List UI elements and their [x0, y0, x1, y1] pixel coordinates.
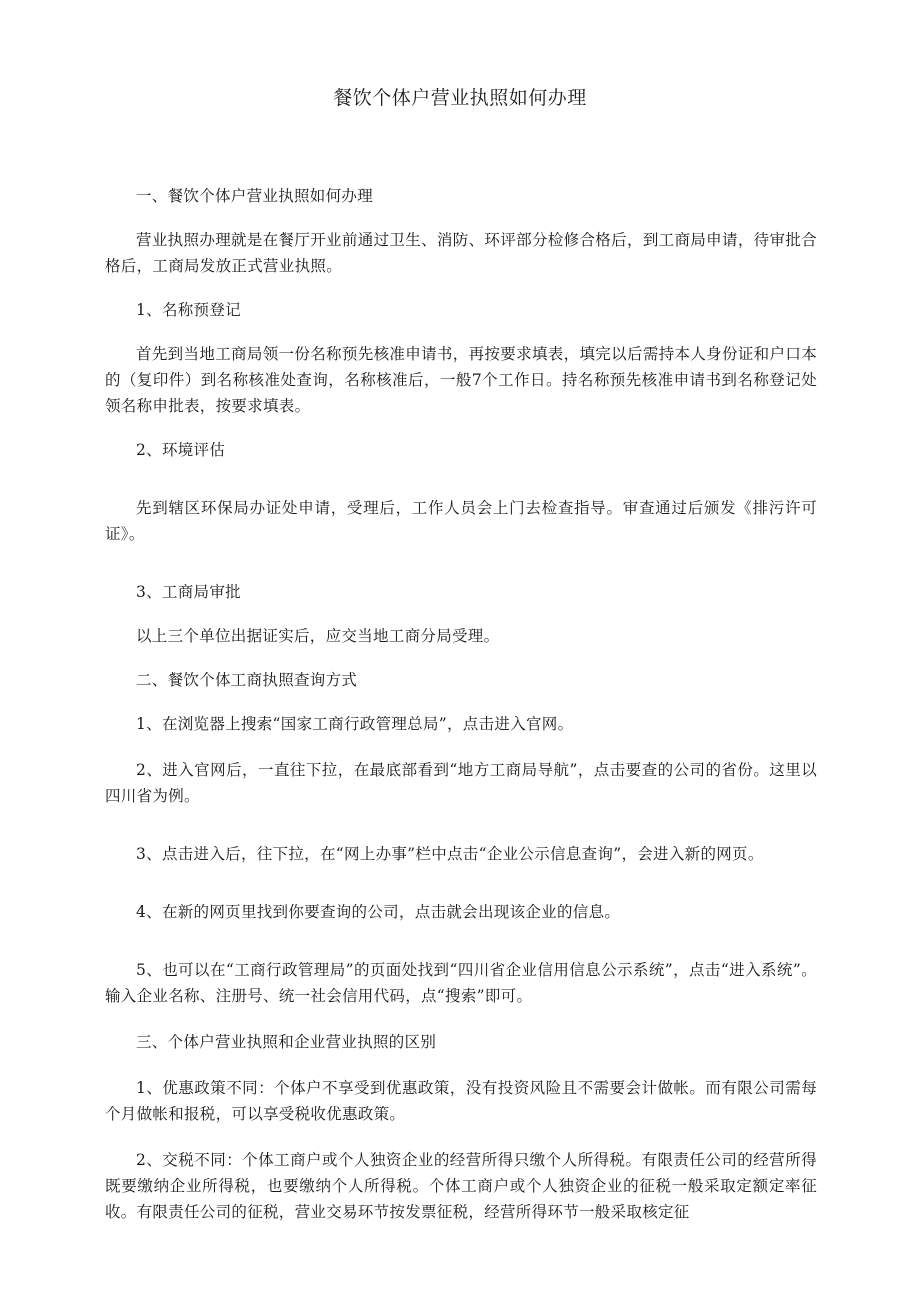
query-step-5: 5、也可以在“工商行政管理局”的页面处找到“四川省企业信用信息公示系统”，点击“进入系统”。输入企业名称、注册号、统一社会信用代码，点“搜索”即可。	[105, 961, 817, 1005]
paragraph-intro: 营业执照办理就是在餐厅开业前通过卫生、消防、环评部分检修合格后，到工商局申请，待审批合格后，工商局发放正式营业执照。	[105, 231, 817, 275]
paragraph-name-registration: 首先到当地工商局领一份名称预先核准申请书，再按要求填表，填完以后需持本人身份证和户口本的（复印件）到名称核准处查询，名称核准后，一般7个工作日。持名称预先核准申请书到名称登记处领名称申批表，按要求填表。	[105, 345, 817, 415]
section-heading-2: 二、餐饮个体工商执照查询方式	[136, 671, 358, 689]
query-step-1: 1、在浏览器上搜索“国家工商行政管理总局”，点击进入官网。	[136, 715, 574, 733]
difference-1: 1、优惠政策不同：个体户不享受到优惠政策，没有投资风险且不需要会计做帐。而有限公司需每个月做帐和报税，可以享受税收优惠政策。	[105, 1079, 817, 1123]
step-heading-approval: 3、工商局审批	[136, 583, 241, 601]
section-heading-3: 三、个体户营业执照和企业营业执照的区别	[136, 1033, 437, 1051]
page-title: 餐饮个体户营业执照如何办理	[333, 87, 587, 109]
step-heading-environment: 2、环境评估	[136, 441, 226, 459]
paragraph-approval: 以上三个单位出据证实后，应交当地工商分局受理。	[136, 627, 500, 645]
query-step-3: 3、点击进入后，往下拉，在“网上办事”栏中点击“企业公示信息查询”，会进入新的网页。	[136, 845, 764, 863]
step-heading-name-registration: 1、名称预登记	[136, 301, 241, 319]
difference-2: 2、交税不同：个体工商户或个人独资企业的经营所得只缴个人所得税。有限责任公司的经营所得既要缴纳企业所得税，也要缴纳个人所得税。个体工商户或个人独资企业的征税一般采取定额定率征收。有限责任公司的征税，营业交易环节按发票征税，经营所得环节一般采取核定征	[105, 1151, 817, 1221]
query-step-2: 2、进入官网后，一直往下拉，在最底部看到“地方工商局导航”，点击要查的公司的省份。这里以四川省为例。	[105, 761, 817, 805]
document-body	[105, 183, 817, 1225]
paragraph-environment: 先到辖区环保局办证处申请，受理后，工作人员会上门去检查指导。审查通过后颁发《排污许可证》。	[105, 499, 817, 543]
section-heading-1: 一、餐饮个体户营业执照如何办理	[136, 187, 374, 205]
query-step-4: 4、在新的网页里找到你要查询的公司，点击就会出现该企业的信息。	[136, 903, 621, 921]
